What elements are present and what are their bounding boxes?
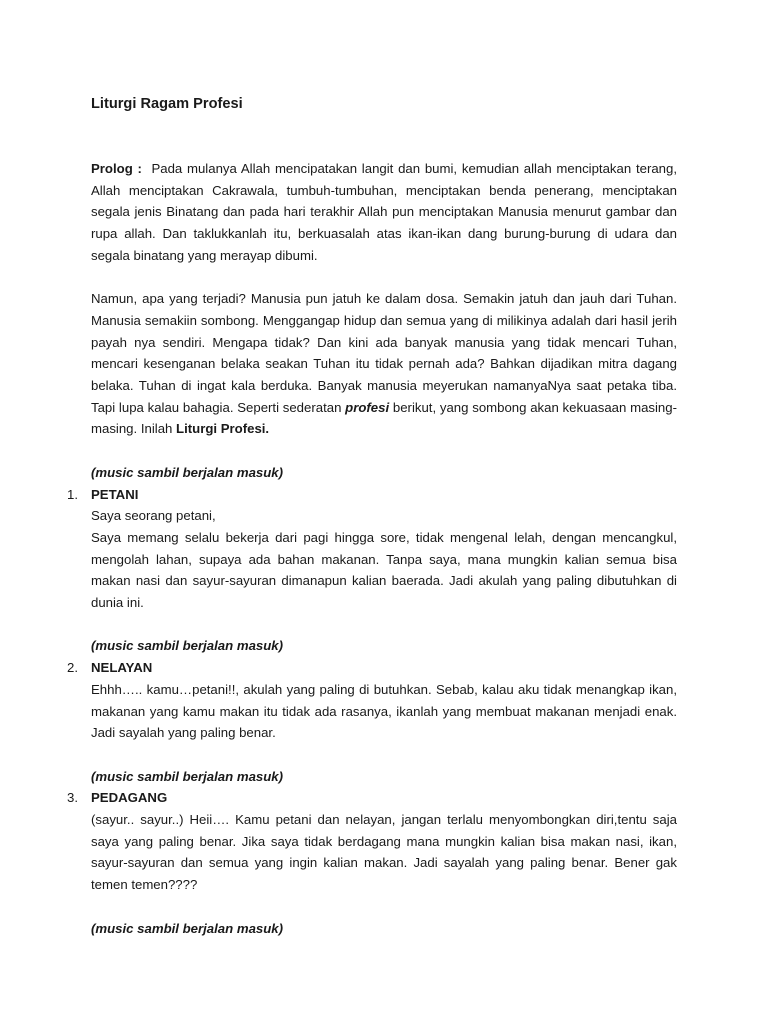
document-body [67, 92, 677, 939]
intro-paragraph [91, 288, 677, 440]
list-item-line: Ehhh….. kamu…petani!!, akulah yang paling di butuhkan. Sebab, kalau aku tidak menangkap ikan, makanan yang kamu makan itu tidak ada rasanya, ikanlah yang membuat makanan menjadi enak. Jadi sayalah yang paling benar. [91, 681, 677, 741]
stage-direction: (music sambil berjalan masuk) [91, 768, 284, 784]
list-item-petani [67, 484, 677, 614]
list-item-heading: PEDAGANG [91, 790, 168, 806]
spacer [91, 744, 677, 766]
stage-direction: (music sambil berjalan masuk) [91, 638, 284, 654]
spacer [91, 896, 677, 918]
intro-text: Namun, apa yang terjadi? Manusia pun jatuh ke dalam dosa. Semakin jatuh dan jauh dari Tuhan. Manusia semakiin sombong. Menggangap hidup dan semua yang di milikinya adalah dari hasil jerih payah nya sendiri. Mengapa tidak? Dan kini ada banyak manusia yang tidak mencari Tuhan, mencari kesenganan belaka seakan Tuhan itu tidak pernah ada? Bahkan dijadikan mitra dagang belaka. Tuhan di ingat kala berduka. Banyak manusia meyerukan namanyaNya saat petaka tiba. Tapi lupa kalau bahagia. Seperti sederatan [91, 291, 677, 415]
spacer [91, 614, 677, 636]
list-item-line: (sayur.. sayur..) Heii…. Kamu petani dan nelayan, jangan terlalu menyombongkan diri,tentu saja saya yang paling benar. Jika saya tidak berdagang mana mungkin kalian bisa makan nasi, ikan, sayur-sayuran dan semua yang ingin kalian makan. Jadi sayalah yang paling benar. Bener gak temen temen???? [91, 812, 677, 893]
spacer [91, 116, 677, 158]
prolog-label: Prolog : [91, 161, 142, 176]
list-item-number: 1. [67, 486, 78, 502]
stage-direction: (music sambil berjalan masuk) [91, 920, 284, 936]
prolog-paragraph [91, 158, 677, 267]
intro-closing: Liturgi Profesi. [176, 421, 270, 437]
spacer [91, 440, 677, 462]
list-item-line: Saya memang selalu bekerja dari pagi hingga sore, tidak mengenal lelah, dengan mencangkul, mengolah lahan, supaya ada bahan makanan. Tanpa saya, mana mungkin kalian semua bisa makan nasi dan sayur-sayuran dimanapun kalian baerada. Jadi akulah yang paling dibutuhkan di dunia ini. [91, 529, 677, 611]
list-item-number: 2. [67, 660, 78, 676]
list-item-heading: NELAYAN [91, 660, 153, 676]
list-item-pedagang [67, 787, 677, 896]
stage-direction: (music sambil berjalan masuk) [91, 464, 284, 480]
spacer [91, 267, 677, 289]
list-item-heading: PETANI [91, 486, 139, 502]
intro-text-continued: berikut, yang sombong akan kekuasaan masing-masing. Inilah [91, 399, 677, 437]
document-title: Liturgi Ragam Profesi [91, 96, 243, 112]
prolog-text: Pada mulanya Allah mencipatakan langit dan bumi, kemudian allah menciptakan terang, Allah menciptakan Cakrawala, tumbuh-tumbuhan, menciptakan benda penerang, menciptakan segala jenis Binatang dan pada hari terakhir Allah pun menciptakan Manusia menurut gambar dan rupa allah. Dan taklukkanlah itu, berkuasalah atas ikan-ikan dang burung-burung di udara dan segala binatang yang merayap dibumi. [91, 161, 677, 263]
intro-emphasis: profesi [345, 399, 390, 415]
list-item-nelayan [67, 657, 677, 744]
list-item-line: Saya seorang petani, [91, 508, 216, 524]
list-item-number: 3. [67, 790, 78, 806]
